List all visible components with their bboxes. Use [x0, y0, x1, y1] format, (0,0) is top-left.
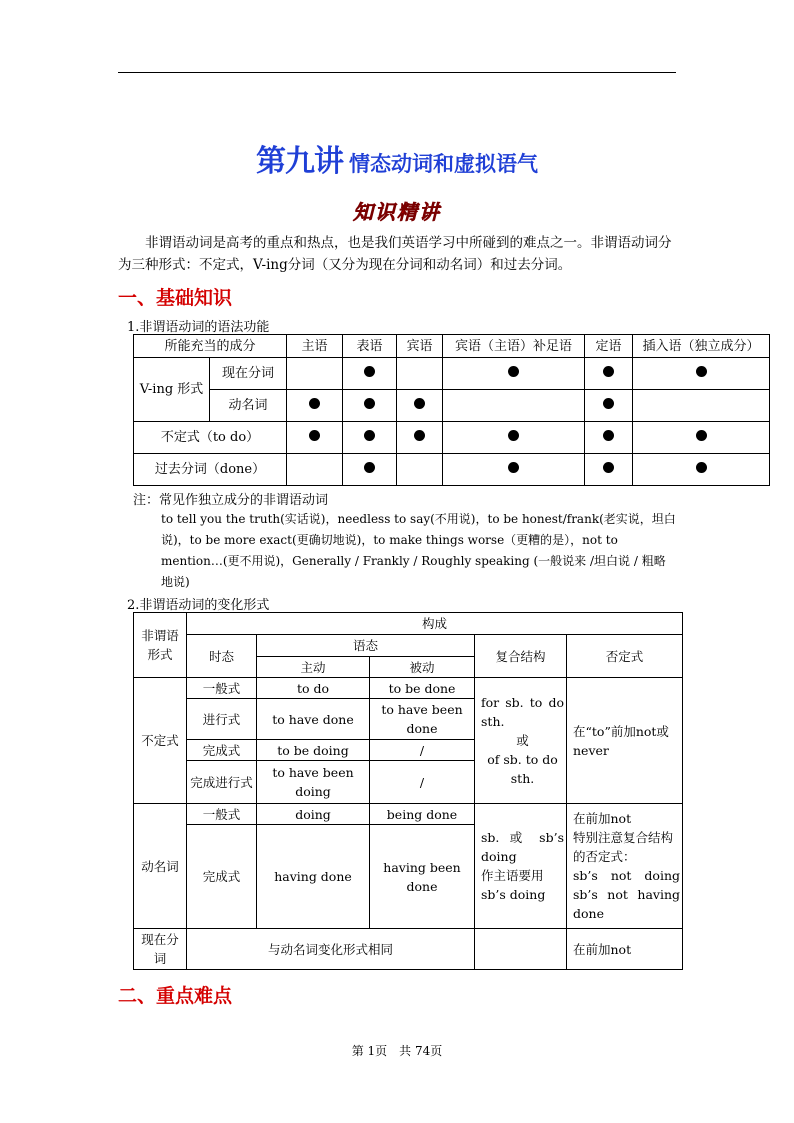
tense-cell: 一般式	[187, 678, 257, 699]
inf-complex-1: for sb. to do sth.	[481, 695, 564, 729]
active-cell: to have been doing	[257, 761, 370, 804]
page-footer: 第 1页 共 74页	[351, 1044, 443, 1058]
dot-marker	[364, 430, 375, 441]
header-active: 主动	[257, 657, 370, 678]
passive-cell: /	[370, 740, 475, 761]
functions-table	[133, 334, 770, 486]
dot-marker	[309, 398, 320, 409]
active-cell: to do	[257, 678, 370, 699]
col-header-object: 宾语	[397, 335, 443, 358]
tense-cell: 完成式	[187, 740, 257, 761]
dot-marker	[603, 398, 614, 409]
passive-cell: to be done	[370, 678, 475, 699]
dot-marker	[603, 366, 614, 377]
subheading-forms: 2.非谓语动词的变化形式	[127, 598, 270, 613]
row-gerund: 动名词	[134, 804, 187, 929]
tense-cell: 完成式	[187, 825, 257, 929]
dot-marker	[414, 430, 425, 441]
header-negative: 否定式	[567, 635, 683, 678]
col-header-attribute: 定语	[585, 335, 633, 358]
dot-marker	[364, 366, 375, 377]
dot-marker	[696, 430, 707, 441]
note-heading: 注：常见作独立成分的非谓语动词	[133, 493, 329, 508]
header-passive: 被动	[370, 657, 475, 678]
dot-marker	[696, 366, 707, 377]
header-form: 构成	[187, 613, 683, 635]
gerund-complex-1: sb. 或 sb’s doing	[481, 830, 564, 864]
dot-marker	[696, 462, 707, 473]
dot-marker	[364, 462, 375, 473]
intro-text: 非谓语动词是高考的重点和热点，也是我们英语学习中所碰到的难点之一。非谓语动词分为三种形式：不定式，V-ing分词（又分为现在分词和动名词）和过去分词。	[118, 235, 672, 273]
lecture-topic: 情态动词和虚拟语气	[349, 152, 538, 176]
active-cell: doing	[257, 804, 370, 825]
row-header-present-participle: 现在分词	[210, 358, 287, 390]
active-cell: having done	[257, 825, 370, 929]
active-cell: to be doing	[257, 740, 370, 761]
dot-marker	[414, 398, 425, 409]
row-header-gerund: 动名词	[210, 390, 287, 422]
passive-cell: /	[370, 761, 475, 804]
present-negative-cell: 在前加not	[567, 929, 683, 970]
col-header-role: 所能充当的成分	[134, 335, 287, 358]
active-cell: to have done	[257, 699, 370, 740]
note-body: to tell you the truth(实话说)，needless to say(不用说)，to be honest/frank(老实说，坦白说)，to be more exact(更确切地说)，to make things worse（更糟的是），not to mention…(更不用说)，Generally / Frankly / Roughly speaking (一般说来 /坦白说 / 粗略地说)	[161, 512, 676, 589]
header-voice: 语态	[257, 635, 475, 657]
tense-cell: 完成进行式	[187, 761, 257, 804]
dot-marker	[603, 430, 614, 441]
gerund-neg-3: sb’s not doing sb’s not having done	[573, 868, 681, 921]
section-heading-key-points: 二、重点难点	[118, 985, 233, 1007]
dot-marker	[309, 430, 320, 441]
inf-complex-or: 或	[516, 733, 529, 748]
row-header-ving: V-ing 形式	[134, 358, 210, 422]
gerund-neg-1: 在前加not	[573, 811, 632, 826]
row-infinitive: 不定式	[134, 678, 187, 804]
header-rule	[118, 72, 676, 73]
col-header-subject: 主语	[287, 335, 343, 358]
inf-complex-cell	[475, 678, 567, 804]
row-present-participle: 现在分词	[134, 929, 187, 970]
header-nonfinite: 非谓语形式	[134, 613, 187, 678]
passive-cell: to have been done	[370, 699, 475, 740]
gerund-negative-cell	[567, 804, 683, 929]
section-heading-basics: 一、基础知识	[118, 287, 233, 309]
gerund-complex-2: 作主语要用sb’s doing	[481, 868, 546, 902]
intro-paragraph	[118, 232, 678, 276]
gerund-neg-2: 特别注意复合结构的否定式：	[573, 830, 674, 864]
passive-cell: being done	[370, 804, 475, 825]
section-subtitle: 知识精讲	[353, 200, 441, 224]
row-header-infinitive: 不定式（to do）	[134, 422, 287, 454]
passive-cell: having been done	[370, 825, 475, 929]
dot-marker	[603, 462, 614, 473]
lecture-title	[0, 136, 794, 180]
dot-marker	[508, 462, 519, 473]
subheading-functions: 1.非谓语动词的语法功能	[127, 320, 270, 335]
header-tense: 时态	[187, 635, 257, 678]
col-header-predicative: 表语	[343, 335, 397, 358]
gerund-complex-cell	[475, 804, 567, 929]
col-header-complement: 宾语（主语）补足语	[443, 335, 585, 358]
forms-table	[133, 612, 683, 970]
col-header-parenthesis: 插入语（独立成分）	[633, 335, 770, 358]
dot-marker	[508, 366, 519, 377]
inf-complex-2: of sb. to do sth.	[487, 752, 558, 786]
tense-cell: 进行式	[187, 699, 257, 740]
row-header-past-participle: 过去分词（done）	[134, 454, 287, 486]
inf-negative-cell: 在“to”前加not或never	[567, 678, 683, 804]
header-complex: 复合结构	[475, 635, 567, 678]
dot-marker	[364, 398, 375, 409]
present-same-cell: 与动名词变化形式相同	[187, 929, 475, 970]
dot-marker	[508, 430, 519, 441]
tense-cell: 一般式	[187, 804, 257, 825]
lecture-number: 第九讲	[256, 144, 343, 179]
